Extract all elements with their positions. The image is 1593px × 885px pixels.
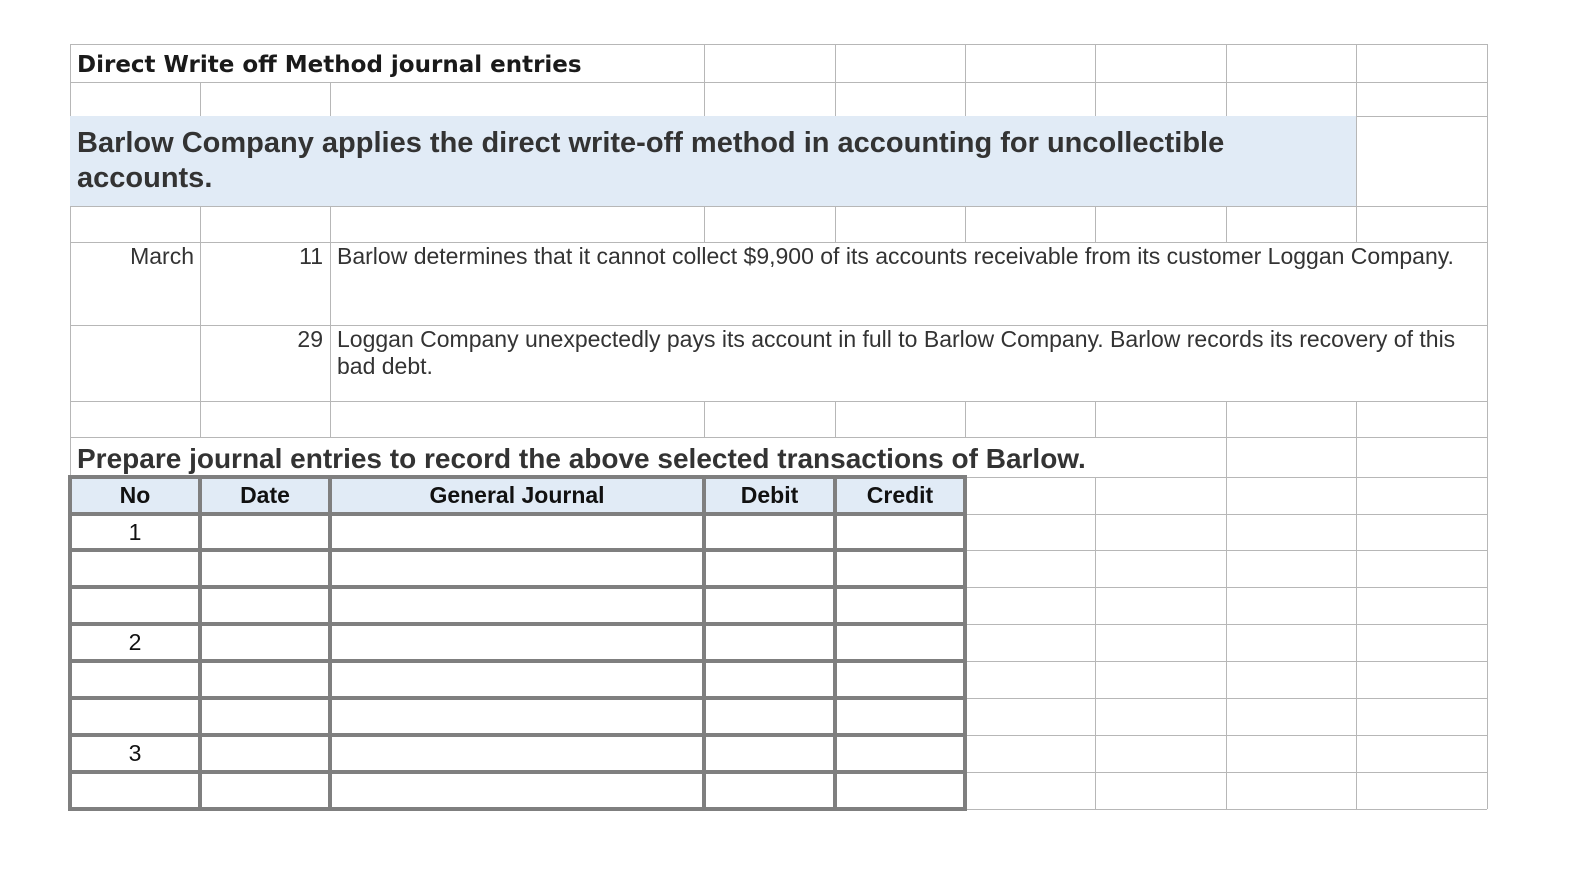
entry-number bbox=[70, 661, 200, 698]
credit-cell[interactable] bbox=[835, 735, 965, 772]
grid-line-v bbox=[1095, 401, 1096, 437]
debit-cell[interactable] bbox=[704, 514, 835, 550]
entry-number: 3 bbox=[128, 740, 142, 766]
credit-cell[interactable] bbox=[835, 661, 965, 698]
account-cell[interactable] bbox=[330, 735, 704, 772]
date-cell[interactable] bbox=[200, 550, 330, 587]
grid-line-h bbox=[70, 437, 1487, 438]
grid-line-v bbox=[1356, 437, 1357, 477]
entry-number bbox=[70, 772, 200, 809]
grid-line-h bbox=[70, 206, 1487, 207]
grid-line-v bbox=[1356, 401, 1357, 437]
debit-cell[interactable] bbox=[704, 550, 835, 587]
grid-line-v bbox=[1487, 44, 1488, 809]
grid-line-v bbox=[835, 401, 836, 437]
account-cell[interactable] bbox=[330, 550, 704, 587]
grid-line-v bbox=[704, 206, 705, 242]
credit-cell[interactable] bbox=[835, 587, 965, 624]
grid-line-v bbox=[1356, 477, 1357, 809]
debit-cell[interactable] bbox=[704, 624, 835, 661]
grid-line-v bbox=[1226, 477, 1227, 809]
grid-line-v bbox=[965, 401, 966, 437]
transaction-1-month: March bbox=[130, 243, 194, 269]
entry-number bbox=[70, 698, 200, 735]
entry-number: 1 bbox=[128, 519, 142, 545]
debit-cell[interactable] bbox=[704, 587, 835, 624]
grid-line-v bbox=[1095, 44, 1096, 116]
transaction-1-day: 11 bbox=[299, 243, 323, 269]
grid-line-v bbox=[200, 82, 201, 116]
debit-cell[interactable] bbox=[704, 698, 835, 735]
entry-number bbox=[70, 587, 200, 624]
grid-line-v bbox=[704, 401, 705, 437]
date-cell[interactable] bbox=[200, 514, 330, 550]
grid-line-h bbox=[70, 82, 1487, 83]
grid-line-v bbox=[1095, 477, 1096, 809]
account-cell[interactable] bbox=[330, 624, 704, 661]
grid-line-h bbox=[70, 44, 1487, 45]
account-cell[interactable] bbox=[330, 772, 704, 809]
grid-line-v bbox=[835, 206, 836, 242]
grid-line-h bbox=[70, 401, 1487, 402]
entry-number bbox=[70, 550, 200, 587]
grid-line-h bbox=[965, 809, 1487, 810]
header-credit: Credit bbox=[866, 482, 934, 508]
header-date: Date bbox=[240, 482, 290, 508]
intro-text: Barlow Company applies the direct write-off method in accounting for uncollectible accounts. bbox=[77, 127, 1225, 194]
grid-line-v bbox=[1095, 206, 1096, 242]
date-cell[interactable] bbox=[200, 624, 330, 661]
header-debit: Debit bbox=[740, 482, 799, 508]
date-cell[interactable] bbox=[200, 698, 330, 735]
credit-cell[interactable] bbox=[835, 772, 965, 809]
account-cell[interactable] bbox=[330, 661, 704, 698]
credit-cell[interactable] bbox=[835, 514, 965, 550]
date-cell[interactable] bbox=[200, 587, 330, 624]
grid-line-v bbox=[200, 206, 201, 437]
entry-number: 2 bbox=[128, 629, 142, 655]
credit-cell[interactable] bbox=[835, 624, 965, 661]
account-cell[interactable] bbox=[330, 514, 704, 550]
debit-cell[interactable] bbox=[704, 772, 835, 809]
grid-line-v bbox=[330, 206, 331, 437]
grid-line-v bbox=[965, 206, 966, 242]
grid-line-v bbox=[1226, 437, 1227, 477]
header-no: No bbox=[119, 482, 151, 508]
sheet-title: Direct Write off Method journal entries bbox=[77, 52, 582, 78]
date-cell[interactable] bbox=[200, 661, 330, 698]
credit-cell[interactable] bbox=[835, 698, 965, 735]
journal-prompt: Prepare journal entries to record the above selected transactions of Barlow. bbox=[77, 443, 1086, 474]
account-cell[interactable] bbox=[330, 698, 704, 735]
date-cell[interactable] bbox=[200, 772, 330, 809]
account-cell[interactable] bbox=[330, 587, 704, 624]
date-cell[interactable] bbox=[200, 735, 330, 772]
debit-cell[interactable] bbox=[704, 661, 835, 698]
grid-line-v bbox=[1356, 206, 1357, 242]
grid-line-v bbox=[1226, 44, 1227, 116]
grid-line-v bbox=[835, 44, 836, 116]
transaction-1-text: Barlow determines that it cannot collect $9,900 of its accounts receivable from its customer Loggan Company. bbox=[337, 243, 1454, 269]
grid-line-v bbox=[704, 44, 705, 116]
grid-line-v bbox=[330, 82, 331, 116]
grid-line-v bbox=[1356, 44, 1357, 206]
credit-cell[interactable] bbox=[835, 550, 965, 587]
grid-line-v bbox=[965, 44, 966, 116]
grid-line-v bbox=[1226, 401, 1227, 437]
header-general-journal: General Journal bbox=[429, 482, 605, 508]
transaction-2-day: 29 bbox=[297, 326, 323, 352]
grid-line-v bbox=[1226, 206, 1227, 242]
debit-cell[interactable] bbox=[704, 735, 835, 772]
transaction-2-text: Loggan Company unexpectedly pays its account in full to Barlow Company. Barlow records its recovery of this bad debt. bbox=[337, 326, 1456, 379]
